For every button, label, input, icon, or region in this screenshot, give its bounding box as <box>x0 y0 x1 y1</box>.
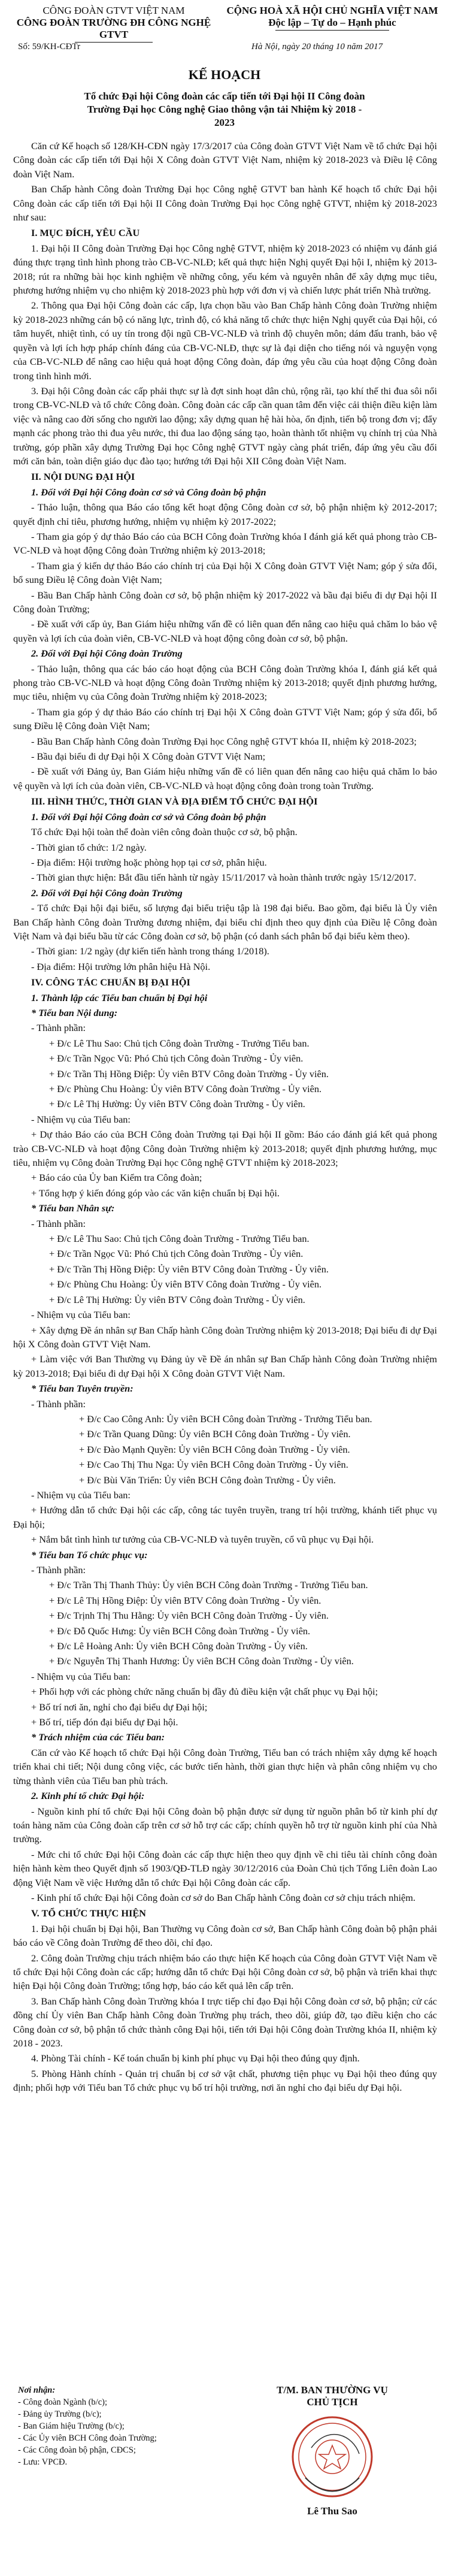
paragraph: Tổ chức Đại hội toàn thể đoàn viên công đoàn thuộc cơ sở, bộ phận. <box>31 826 298 838</box>
subsection-heading: 1. Đối với Đại hội Công đoàn cơ sở và Công đoàn bộ phận <box>31 486 266 498</box>
list-item: + Đ/c Lê Thu Sao: Chủ tịch Công đoàn Trường - Trưởng Tiểu ban. <box>49 1037 310 1049</box>
recipient-item: - Ban Giám hiệu Trường (b/c); <box>18 2421 125 2431</box>
committee-heading: * Tiểu ban Tổ chức phục vụ: <box>31 1549 148 1561</box>
paragraph: + Báo cáo của Ủy ban Kiểm tra Công đoàn; <box>31 1172 202 1184</box>
paragraph: - Nguồn kinh phí tổ chức Đại hội Công đoàn bộ phận được sử dụng từ nguồn phân bổ từ kinh phí dự toán hàng năm của Công đoàn cấp trên cơ sở hỗ trợ các cấp; chính quyền hỗ trợ từ nguồn kinh phí của Nhà trường. <box>13 1805 437 1845</box>
paragraph: - Đề xuất với Đảng ủy, Ban Giám hiệu những vấn đề có liên quan đến nâng cao hiệu quả chăm lo bảo vệ quyền và lợi ích của đoàn viên, CB-VC-NLĐ và hoạt động công đoàn trong toàn Trường. <box>13 766 437 791</box>
paragraph: - Thành phần: <box>31 1217 86 1229</box>
paragraph: - Nhiệm vụ của Tiểu ban: <box>31 1113 131 1125</box>
paragraph: - Nhiệm vụ của Tiểu ban: <box>31 1309 131 1321</box>
list-item: + Đ/c Lê Thị Hồng Điệp: Ủy viên BTV Công đoàn Trường - Ủy viên. <box>49 1594 321 1606</box>
subsection-heading: 2. Đối với Đại hội Công đoàn Trường <box>31 887 183 899</box>
recipient-item: - Các Ủy viên BCH Công đoàn Trường; <box>18 2433 157 2443</box>
paragraph: 3. Đại hội Công đoàn các cấp phải thực sự là đợt sinh hoạt dân chủ, rộng rãi, tạo khí thế thi đua sôi nổi trong CB-VC-NLĐ và tổ chức Công đoàn. Công đoàn các cấp cần quan tâm đến việc cải thiện điều kiện làm việc và nâng cao đời sống cho người lao động; xây dựng quan hệ hài hòa, ổn định, tiến bộ trong đơn vị; đẩy mạnh các phong trào thi đua yêu nước, thi đua lao động sáng tạo, hoàn thành tốt nhiệm vụ chính trị của Nhà trường, góp phần xây dựng Trường Đại học Công nghệ GTVT ngày càng phát triển, đáp ứng yêu cầu đổi mới căn bản, toàn diện giáo dục đào tạo; hướng tới Đại hội XII Công đoàn Việt Nam. <box>13 385 437 467</box>
subsection-heading: 1. Đối với Đại hội Công đoàn cơ sở và Công đoàn bộ phận <box>31 811 266 823</box>
signature-title: CHỦ TỊCH <box>307 2396 358 2408</box>
subsection-heading: 1. Thành lập các Tiểu ban chuẩn bị Đại hội <box>31 991 208 1003</box>
paragraph: + Bố trí nơi ăn, nghỉ cho đại biểu dự Đại hội; <box>31 1701 208 1713</box>
paragraph: - Thời gian: 1/2 ngày (dự kiến tiến hành trong tháng 1/2018). <box>31 945 269 957</box>
list-item: + Đ/c Lê Thị Hường: Ủy viên BTV Công đoàn Trường - Ủy viên. <box>49 1293 305 1305</box>
paragraph: + Phối hợp với các phòng chức năng chuẩn bị đầy đủ điều kiện vật chất phục vụ Đại hội; <box>31 1686 378 1698</box>
list-item: + Đ/c Lê Thu Sao: Chủ tịch Công đoàn Trường - Trưởng Tiểu ban. <box>49 1233 310 1245</box>
list-item: + Đ/c Lê Hoàng Anh: Ủy viên BCH Công đoàn Trường - Ủy viên. <box>49 1640 308 1652</box>
paragraph: 3. Ban Chấp hành Công đoàn Trường khóa I trực tiếp chỉ đạo Đại hội Công đoàn cơ sở, bộ phận; cử các đồng chí Ủy viên Ban Chấp hành Công đoàn Trường phụ trách, theo dõi, giúp đỡ, tạo điều kiện cho các Công đoàn cơ sở, bộ phận tổ chức thành công Đại hội, tiến tới Đại hội Công đoàn Trường khóa II, nhiệm kỳ 2018 - 2023. <box>13 1995 437 2049</box>
paragraph: 1. Đại hội II Công đoàn Trường Đại học Công nghệ GTVT, nhiệm kỳ 2018-2023 có nhiệm vụ đánh giá đúng thực trạng tình hình phong trào CB-VC-NLĐ; kết quả thực hiện Nghị quyết Đại hội I, nhiệm kỳ 2013-2018; rút ra những bài học kinh nghiệm về những công, yếu kém và nguyên nhân để xây dựng mục tiêu, phương hướng nhiệm vụ cho nhiệm kỳ 2018-2023 phù hợp với đơn vị và chiến lược phát triển Nhà trường. <box>13 242 437 297</box>
document-body <box>13 139 437 2096</box>
list-item: + Đ/c Trần Thị Hồng Điệp: Ủy viên BTV Công đoàn Trường - Ủy viên. <box>49 1068 329 1080</box>
committee-heading: * Tiểu ban Nội dung: <box>31 1006 118 1018</box>
list-item: + Đ/c Trần Ngọc Vũ: Phó Chủ tịch Công đoàn Trường - Ủy viên. <box>49 1053 304 1065</box>
paragraph: - Địa điểm: Hội trường hoặc phòng họp tại cơ sở, phân hiệu. <box>31 856 267 868</box>
paragraph: - Tổ chức Đại hội đại biểu, số lượng đại biểu triệu tập là 198 đại biểu. Bao gồm, đại biểu là Ủy viên Ban Chấp hành Công đoàn Trường đương nhiệm, đại biểu chỉ định theo quy định của Điều lệ Công đoàn Việt Nam và đại biểu bầu từ các Công đoàn cơ sở, bộ phận (có danh sách phân bổ đại biểu kèm theo). <box>13 902 437 942</box>
document-title: KẾ HOẠCH <box>188 67 261 82</box>
section-heading: IV. CÔNG TÁC CHUẨN BỊ ĐẠI HỘI <box>31 976 190 988</box>
paragraph: - Bầu Ban Chấp hành Công đoàn cơ sở, bộ phận nhiệm kỳ 2017-2022 và bầu đại biểu đi dự Đại hội II Công đoàn Trường; <box>13 589 437 615</box>
committee-heading: * Trách nhiệm của các Tiểu ban: <box>31 1731 165 1743</box>
document-number: Số: 59/KH-CĐTr <box>18 42 81 52</box>
section-heading: II. NỘI DUNG ĐẠI HỘI <box>31 471 135 483</box>
paragraph: 5. Phòng Hành chính - Quản trị chuẩn bị cơ sở vật chất, phương tiện phục vụ Đại hội theo đúng quy định; phối hợp với Tiểu ban Tổ chức phục vụ bố trí hội trường, nơi ăn nghỉ cho đại biểu dự Đại hội. <box>13 2067 437 2094</box>
paragraph: - Thành phần: <box>31 1022 86 1034</box>
issuer-name: CÔNG ĐOÀN TRƯỜNG ĐH CÔNG NGHỆ GTVT <box>16 17 211 40</box>
recipient-item: - Lưu: VPCĐ. <box>18 2457 68 2467</box>
issuer-header <box>12 5 216 43</box>
signature-role: T/M. BAN THƯỜNG VỤ <box>277 2384 388 2396</box>
national-title: CỘNG HOÀ XÃ HỘI CHỦ NGHĨA VIỆT NAM <box>226 5 438 16</box>
recipient-item: - Các Công đoàn bộ phận, CĐCS; <box>18 2445 136 2455</box>
committee-heading: * Tiểu ban Tuyên truyền: <box>31 1383 134 1395</box>
list-item: + Đ/c Trần Ngọc Vũ: Phó Chủ tịch Công đoàn Trường - Ủy viên. <box>49 1248 304 1260</box>
national-header <box>222 5 443 31</box>
paragraph: - Thời gian thực hiện: Bắt đầu tiến hành từ ngày 15/11/2017 và hoàn thành trước ngày 15/12/2017. <box>31 872 417 884</box>
official-stamp-icon <box>287 2412 377 2502</box>
paragraph: - Thành phần: <box>31 1398 86 1410</box>
paragraph: - Tham gia ý kiến dự thảo Báo cáo chính trị của Đại hội X Công đoàn GTVT Việt Nam; góp ý sửa đổi, bổ sung Điều lệ Công đoàn Việt Nam; <box>13 560 437 586</box>
paragraph: 1. Đại hội chuẩn bị Đại hội, Ban Thường vụ Công đoàn cơ sở, Ban Chấp hành Công đoàn bộ phận phải báo cáo về Công đoàn Trường để theo dõi, chỉ đạo. <box>13 1922 437 1949</box>
list-item: + Đ/c Trần Thị Hồng Điệp: Ủy viên BTV Công đoàn Trường - Ủy viên. <box>49 1263 329 1275</box>
section-heading: III. HÌNH THỨC, THỜI GIAN VÀ ĐỊA ĐIỂM TỔ CHỨC ĐẠI HỘI <box>31 796 318 808</box>
paragraph: - Tham gia góp ý dự thảo Báo cáo chính trị Đại hội X Công đoàn GTVT Việt Nam; góp ý sửa đổi, bổ sung Điều lệ Công đoàn Việt Nam; <box>13 706 437 732</box>
issuer-parent: CÔNG ĐOÀN GTVT VIỆT NAM <box>43 5 185 16</box>
paragraph: - Nhiệm vụ của Tiểu ban: <box>31 1489 131 1501</box>
national-underline <box>275 30 389 31</box>
list-item: + Đ/c Trần Quang Dũng: Ủy viên BCH Công đoàn Trường - Ủy viên. <box>79 1428 351 1440</box>
paragraph: 2. Thông qua Đại hội Công đoàn các cấp, lựa chọn bầu vào Ban Chấp hành Công đoàn Trường nhiệm kỳ 2018-2023 những cán bộ có năng lực, trình độ, có khả năng tổ chức thực hiện Nghị quyết của Đại hội, có tâm huyết, nhiệt tình, có uy tín trong đội ngũ CB-VC-NLĐ và trình độ chuyên môn; dám đấu tranh, bảo vệ quyền và lợi ích hợp pháp chính đáng của CB-VC-NLĐ, thực sự là đại diện cho tiếng nói và nguyện vọng của CB-VC-NLĐ để nâng cao hiệu quả hoạt động Công đoàn, đáp ứng yêu cầu của hoạt động Công đoàn trong tình hình mới. <box>13 300 437 382</box>
paragraph: - Thảo luận, thông qua Báo cáo tổng kết hoạt động Công đoàn cơ sở, bộ phận nhiệm kỳ 2012-2017; quyết định chỉ tiêu, phương hướng, nhiệm vụ nhiệm kỳ 2017-2022; <box>13 501 437 527</box>
paragraph: - Thời gian tổ chức: 1/2 ngày. <box>31 841 147 853</box>
paragraph: + Xây dựng Đề án nhân sự Ban Chấp hành Công đoàn Trường nhiệm kỳ 2013-2018; Đại biểu đi dự Đại hội X Công đoàn GTVT Việt Nam. <box>13 1324 437 1350</box>
stamp-seal-icon <box>287 2412 377 2502</box>
paragraph: + Hướng dẫn tổ chức Đại hội các cấp, công tác tuyên truyền, trang trí hội trường, khánh tiết phục vụ Đại hội; <box>13 1504 437 1530</box>
list-item: + Đ/c Đào Mạnh Quyền: Ủy viên BCH Công đoàn Trường - Ủy viên. <box>79 1443 350 1455</box>
paragraph: - Đề xuất với cấp ủy, Ban Giám hiệu những vấn đề có liên quan đến nâng cao hiệu quả chăm lo bảo vệ quyền và lợi ích của đoàn viên, CB-VC-NLĐ và hoạt động công đoàn cơ sở, bộ phận. <box>13 618 437 644</box>
paragraph: 2. Công đoàn Trường chịu trách nhiệm báo cáo thực hiện Kế hoạch của Công đoàn GTVT Việt Nam về tổ chức Đại hội Công đoàn các cấp; hướng dẫn tổ chức Đại hội Công đoàn cơ sở, bộ phận và triển khai thực hiện Đại hội Công đoàn Trường; tổng hợp, báo cáo kết quả lên cấp trên. <box>13 1952 437 1992</box>
paragraph: Căn cứ vào Kế hoạch tổ chức Đại hội Công đoàn Trường, Tiểu ban có trách nhiệm xây dựng kế hoạch triển khai chi tiết; Nội dung công việc, các bước tiến hành, thời gian thực hiện và phân công nhiệm vụ cho từng thành viên của Tiểu ban phù trách. <box>13 1746 437 1786</box>
section-heading: I. MỤC ĐÍCH, YÊU CẦU <box>31 227 140 239</box>
list-item: + Đ/c Phùng Chu Hoàng: Ủy viên BTV Công đoàn Trường - Ủy viên. <box>49 1083 322 1095</box>
paragraph: + Làm việc với Ban Thường vụ Đảng ủy về Đề án nhân sự Ban Chấp hành Công đoàn Trường nhiệm kỳ 2013-2018; Đại biểu đi dự Đại hội X Công đoàn GTVT Việt Nam. <box>13 1353 437 1379</box>
paragraph: 4. Phòng Tài chính - Kế toán chuẩn bị kinh phí phục vụ Đại hội theo đúng quy định. <box>31 2052 360 2064</box>
signer-name: Lê Thu Sao <box>307 2505 357 2517</box>
recipient-item: - Công đoàn Ngành (b/c); <box>18 2397 107 2407</box>
paragraph: + Nắm bắt tình hình tư tưởng của CB-VC-NLĐ và tuyên truyền, cổ vũ phục vụ Đại hội. <box>31 1534 374 1546</box>
section-heading: V. TỔ CHỨC THỰC HIỆN <box>31 1907 146 1919</box>
list-item: + Đ/c Cao Công Anh: Ủy viên BCH Công đoàn Trường - Trưởng Tiểu ban. <box>79 1413 372 1425</box>
paragraph: + Bố trí, tiếp đón đại biểu dự Đại hội. <box>31 1716 178 1728</box>
paragraph: - Nhiệm vụ của Tiểu ban: <box>31 1670 131 1682</box>
place-date: Hà Nội, ngày 20 tháng 10 năm 2017 <box>251 42 383 52</box>
paragraph: - Bầu Ban Chấp hành Công đoàn Trường Đại học Công nghệ GTVT khóa II, nhiệm kỳ 2018-2023; <box>31 735 417 747</box>
paragraph: - Thành phần: <box>31 1564 86 1576</box>
signature-block <box>233 2384 431 2517</box>
issuer-underline <box>75 42 153 43</box>
paragraph: - Địa điểm: Hội trường lớn phân hiệu Hà Nội. <box>31 960 211 972</box>
paragraph: - Mức chi tổ chức Đại hội Công đoàn các cấp thực hiện theo quy định về chi tiêu tài chính công đoàn hiện hành kèm theo Quyết định số 1903/QĐ-TLĐ ngày 30/12/2016 của Đoàn Chủ tịch Tổng Liên đoàn Lao động Việt Nam về việc Hướng dẫn tổ chức Đại hội Công đoàn các cấp. <box>13 1848 437 1888</box>
recipient-item: - Đảng ủy Trường (b/c); <box>18 2409 102 2419</box>
paragraph: - Tham gia góp ý dự thảo Báo cáo của BCH Công đoàn Trường khóa I đánh giá kết quả phong trào CB-VC-NLĐ và hoạt động Công đoàn Trường nhiệm kỳ 2013-2018; <box>13 530 437 557</box>
paragraph: - Bầu đại biểu đi dự Đại hội X Công đoàn GTVT Việt Nam; <box>31 751 266 763</box>
paragraph: - Kinh phí tổ chức Đại hội Công đoàn cơ sở do Ban Chấp hành Công đoàn cơ sở chịu trách nhiệm. <box>31 1891 415 1903</box>
paragraph: Ban Chấp hành Công đoàn Trường Đại học Công nghệ GTVT ban hành Kế hoạch tổ chức Đại hội Công đoàn các cấp tiến tới Đại hội II Công đoàn Trường Đại học Công nghệ GTVT, nhiệm kỳ 2018-2023 như sau: <box>13 183 437 223</box>
list-item: + Đ/c Trần Thị Thanh Thủy: Ủy viên BCH Công đoàn Trường - Trưởng Tiểu ban. <box>49 1579 368 1591</box>
national-motto: Độc lập – Tự do – Hạnh phúc <box>268 17 396 28</box>
document-subtitle: Tổ chức Đại hội Công đoàn các cấp tiến tới Đại hội II Công đoàn Trường Đại học Công nghệ Giao thông vận tải Nhiệm kỳ 2018 - 2023 <box>84 90 365 128</box>
committee-heading: * Tiểu ban Nhân sự: <box>31 1202 115 1214</box>
paragraph: + Tổng hợp ý kiến đóng góp vào các văn kiện chuẩn bị Đại hội. <box>31 1187 280 1199</box>
list-item: + Đ/c Nguyễn Thị Thanh Hương: Ủy viên BCH Công đoàn Trường - Ủy viên. <box>49 1655 354 1667</box>
list-item: + Đ/c Bùi Văn Triển: Ủy viên BCH Công đoàn Trường - Ủy viên. <box>79 1474 336 1486</box>
recipients-heading: Nơi nhận: <box>18 2385 56 2395</box>
list-item: + Đ/c Lê Thị Hường: Ủy viên BTV Công đoàn Trường - Ủy viên. <box>49 1098 305 1110</box>
subsection-heading: 2. Kinh phí tổ chức Đại hội: <box>31 1790 145 1802</box>
paragraph: Căn cứ Kế hoạch số 128/KH-CĐN ngày 17/3/2017 của Công đoàn GTVT Việt Nam về tổ chức Đại hội Công đoàn các cấp tiến tới Đại hội X Công đoàn GTVT Việt Nam, nhiệm kỳ 2018-2023 và Điều lệ Công đoàn Việt Nam. <box>13 140 437 180</box>
list-item: + Đ/c Đỗ Quốc Hưng: Ủy viên BCH Công đoàn Trường - Ủy viên. <box>49 1625 311 1637</box>
list-item: + Đ/c Trịnh Thị Thu Hằng: Ủy viên BCH Công đoàn Trường - Ủy viên. <box>49 1610 329 1622</box>
recipients-list <box>18 2384 198 2468</box>
list-item: + Đ/c Phùng Chu Hoàng: Ủy viên BTV Công đoàn Trường - Ủy viên. <box>49 1278 322 1290</box>
paragraph: - Thảo luận, thông qua các báo cáo hoạt động của BCH Công đoàn Trường khóa I, đánh giá kết quả phong trào CB-VC-NLĐ và hoạt động Công đoàn Trường nhiệm kỳ 2013-2018; quyết định phương hướng, mục tiêu, nhiệm vụ của Công đoàn Trường nhiệm kỳ 2018-2023; <box>13 663 437 703</box>
list-item: + Đ/c Cao Thị Thu Nga: Ủy viên BCH Công đoàn Trường - Ủy viên. <box>79 1459 348 1471</box>
paragraph: + Dự thảo Báo cáo của BCH Công đoàn Trường tại Đại hội II gồm: Báo cáo đánh giá kết quả phong trào CB-VC-NLĐ và hoạt động Công đoàn Trường nhiệm kỳ 2013-2018; quyết định phương hướng, mục tiêu, nhiệm vụ Công đoàn Trường Đại học Công nghệ GTVT nhiệm kỳ 2018-2023; <box>13 1129 437 1169</box>
subsection-heading: 2. Đối với Đại hội Công đoàn Trường <box>31 648 183 660</box>
